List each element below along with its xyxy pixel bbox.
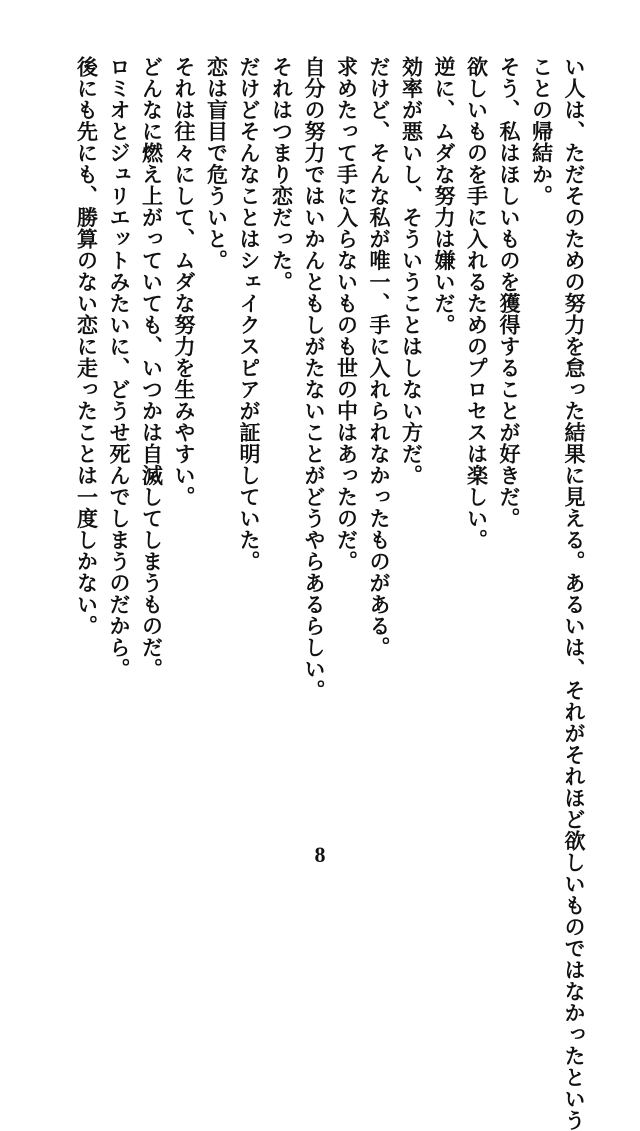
text-line: だけど、そんな私が唯一、手に入れられなかったものがある。 [367,56,391,658]
text-line: そう、私はほしいものを獲得することが好きだ。 [497,56,521,529]
text-line: 欲しいものを手に入れるためのプロセスは楽しい。 [464,56,489,551]
text-line: ことの帰結か。 [529,56,554,207]
vertical-text-block [60,56,590,1131]
text-line: い人は、ただそのための努力を怠った結果に見える。あるいは、それがそれほど欲しいものではなかったという [562,56,586,1131]
text-line: だけどそんなことはシェイクスピアが証明していた。 [237,56,261,572]
page-number: 8 [314,842,326,867]
text-line: 求めたって手に入らないものも世の中はあったのだ。 [334,56,359,572]
text-line: どんなに燃え上がっていても、いつかは自滅してしまうものだ。 [139,56,164,680]
text-line: 恋は盲目で危ういと。 [204,56,229,271]
text-line: ロミオとジュリエットみたいに、どうせ死んでしまうのだから。 [107,56,131,680]
text-line: 逆に、ムダな努力は嫌いだ。 [432,56,456,336]
text-line: それはつまり恋だった。 [269,56,294,293]
text-line: それは往々にして、ムダな努力を生みやすい。 [172,56,196,508]
text-line: 自分の努力ではいかんともしがたないことがどうやらあるらしい。 [302,56,326,701]
text-line: 効率が悪いし、そういうことはしない方だ。 [399,56,424,486]
text-line: 後にも先にも、勝算のない恋に走ったことは一度しかない。 [74,56,99,637]
